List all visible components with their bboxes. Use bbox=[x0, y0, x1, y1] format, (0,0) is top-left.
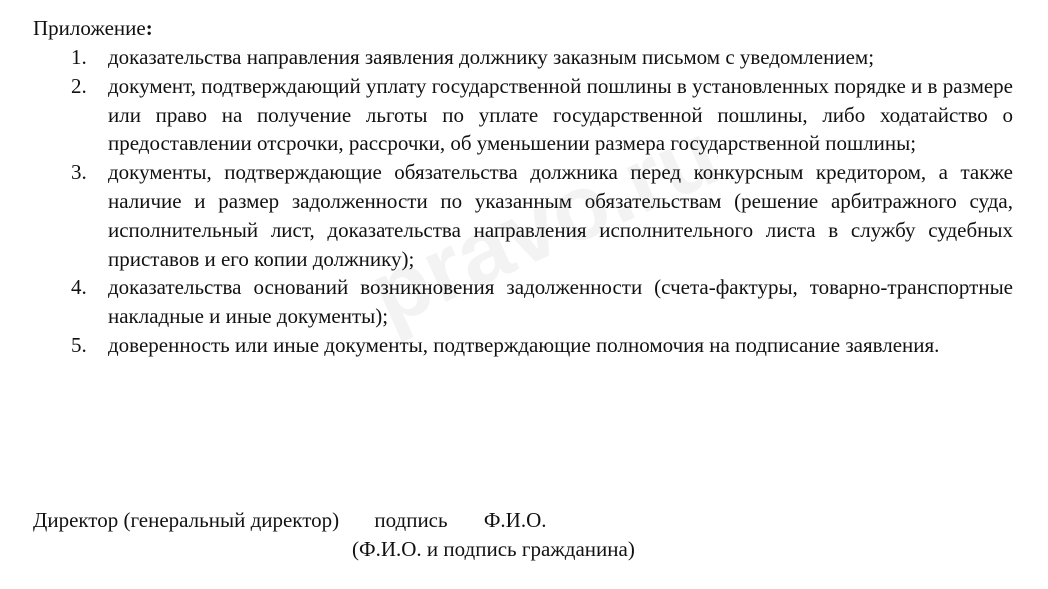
list-item-number: 5. bbox=[71, 332, 87, 357]
signatory-title: Директор (генеральный директор) bbox=[33, 508, 340, 532]
list-item-text: доказательства оснований возникновения задолженности (счета-фактуры, товарно-транспортные накладные и иные документы); bbox=[108, 275, 1013, 329]
document-body bbox=[33, 14, 1013, 360]
list-item-number: 2. bbox=[71, 73, 87, 98]
list-item-number: 4. bbox=[71, 275, 87, 300]
list-item-number: 1. bbox=[71, 45, 87, 69]
appendix-heading-colon: : bbox=[145, 16, 153, 40]
list-item bbox=[33, 273, 1013, 331]
appendix-list bbox=[33, 43, 1013, 360]
signature-row bbox=[33, 506, 547, 535]
list-item-text: документ, подтверждающий уплату государственной пошлины в установленных порядке и в размере или право на получение льготы по уплате государственной пошлины, либо ходатайство о предоставлении отсрочки, рассрочки, об уменьшении размера государственной пошлины; bbox=[108, 73, 1013, 156]
list-item bbox=[33, 72, 1013, 158]
name-label: Ф.И.О. bbox=[483, 508, 547, 532]
appendix-heading bbox=[33, 14, 1013, 43]
list-item bbox=[33, 158, 1013, 273]
list-item-text: документы, подтверждающие обязательства должника перед конкурсным кредитором, а также наличие и размер задолженности по указанным обязательствам (решение арбитражного суда, исполнительный лист, доказательства направления исполнительного листа в службу судебных приставов и его копии должнику); bbox=[108, 160, 1013, 271]
appendix-heading-text: Приложение bbox=[33, 16, 146, 40]
signature-label: подпись bbox=[374, 508, 448, 532]
list-item bbox=[33, 331, 1013, 360]
list-item-text: доверенность или иные документы, подтверждающие полномочия на подписание заявления. bbox=[108, 332, 940, 357]
list-item bbox=[33, 43, 1013, 72]
list-item-number: 3. bbox=[71, 160, 87, 185]
list-item-text: доказательства направления заявления должнику заказным письмом с уведомлением; bbox=[108, 45, 875, 69]
signature-note: (Ф.И.О. и подпись гражданина) bbox=[352, 537, 635, 561]
